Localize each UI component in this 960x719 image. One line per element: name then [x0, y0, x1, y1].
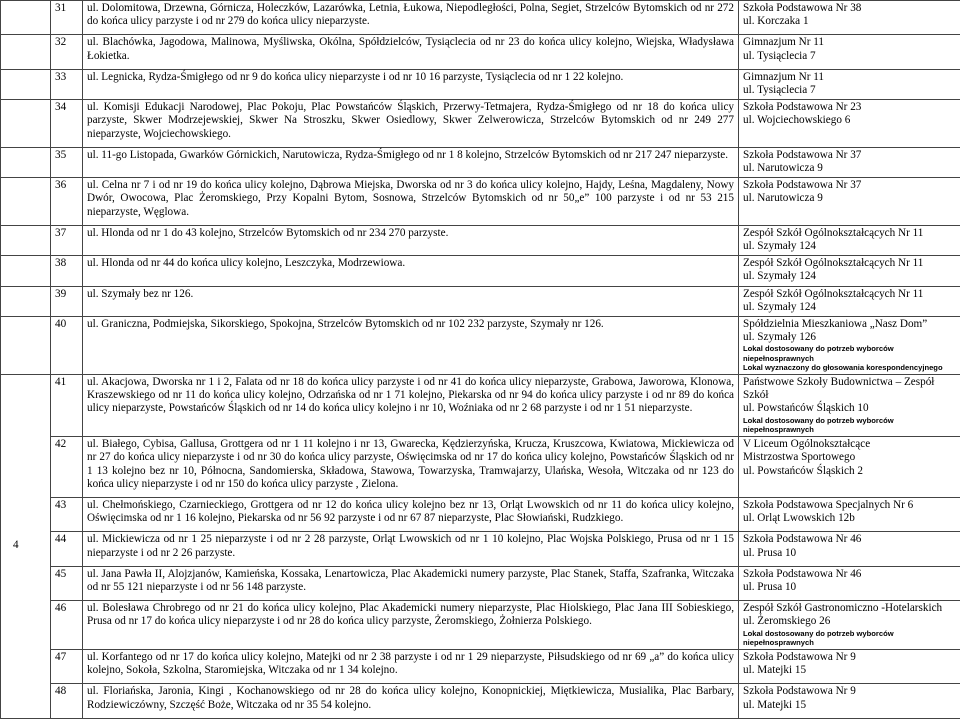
- table-row: [1, 532, 960, 566]
- station-number: 41: [51, 375, 83, 437]
- location-line: Mistrzostwa Sportowego: [743, 451, 956, 464]
- station-location: [739, 286, 960, 316]
- station-location: [739, 100, 960, 148]
- station-number: 34: [51, 100, 83, 148]
- station-location: [739, 649, 960, 683]
- station-streets: ul. Komisji Edukacji Narodowej, Plac Pokoju, Plac Powstańców Śląskich, Przerwy-Tetmajera, Rydza-Śmigłego od nr 18 do końca ulicy parzyste, Skwer Modrzejewskiej, Skwer Na Stroszku, Skwer Osiedlowy, Skwer Zelwerowicza, Strzelców Bytomskich od nr 249 277 nieparzyste, Wojciechowskiego.: [83, 100, 739, 148]
- station-streets: ul. Akacjowa, Dworska nr 1 i 2, Falata od nr 18 do końca ulicy parzyste i od nr 41 do końca ulicy nieparzyste, Grabowa, Jaworowa, Klonowa, Kraszewskiego od nr 11 do końca ulicy kolejno, Odrzańska od nr 1 71 kolejno, Piekarska od nr 94 do końca ulicy parzyste i od nr 89 do końca ulicy nieparzyste, Powstańców Śląskich od nr 14 do końca ulicy kolejno i nr 10, Woźniaka od nr 2 68 parzyste i od nr 1 51 nieparzyste.: [83, 375, 739, 437]
- table-row: [1, 684, 960, 718]
- station-location: [739, 35, 960, 69]
- location-line: Szkoła Podstawowa Nr 38: [743, 2, 956, 15]
- location-line: Szkoła Podstawowa Nr 9: [743, 651, 956, 664]
- location-line: ul. Narutowicza 9: [743, 192, 956, 205]
- station-location: [739, 225, 960, 255]
- station-number: 31: [51, 1, 83, 35]
- table-row: [1, 317, 960, 375]
- station-location: [739, 69, 960, 99]
- station-location: [739, 147, 960, 177]
- station-streets: ul. Legnicka, Rydza-Śmigłego od nr 9 do końca ulicy nieparzyste i od nr 10 16 parzyste, Tysiąclecia od nr 1 22 kolejno.: [83, 69, 739, 99]
- station-number: 46: [51, 601, 83, 650]
- location-line: Zespół Szkół Ogólnokształcących Nr 11: [743, 257, 956, 270]
- location-line: ul. Korczaka 1: [743, 15, 956, 28]
- location-line: Gimnazjum Nr 11: [743, 71, 956, 84]
- station-streets: ul. Dolomitowa, Drzewna, Górnicza, Holeczków, Lazarówka, Letnia, Łukowa, Niepodległości, Polna, Segiet, Strzelców Bytomskich od nr 272 do końca ulicy parzyste i od nr 279 do końca ulicy nieparzyste.: [83, 1, 739, 35]
- station-streets: ul. Hlonda od nr 44 do końca ulicy kolejno, Leszczyka, Modrzewiowa.: [83, 256, 739, 286]
- station-streets: ul. 11-go Listopada, Gwarków Górnickich, Narutowicza, Rydza-Śmigłego od nr 1 8 kolejno, Strzelców Bytomskich od nr 217 247 nieparzyste.: [83, 147, 739, 177]
- table-row: [1, 437, 960, 498]
- station-streets: ul. Białego, Cybisa, Gallusa, Grottgera od nr 1 11 kolejno i nr 13, Gwarecka, Kędzierzyńska, Krucza, Kruszcowa, Kwiatowa, Mickiewicza od nr 27 do końca ulicy nieparzyste i od nr 30 do końca ulicy parzyste, Oświęcimska od nr 17 do końca ulicy kolejno, Powstańców Śląskich od nr 1 13 kolejno bez nr 10, Północna, Sandomierska, Składowa, Stawowa, Towarzyska, Tramwajarzy, Ulańska, Wesoła, Witczaka od nr 123 do końca ulicy nieparzyste i od nr 150 do końca ulicy parzyste , Zielona.: [83, 437, 739, 498]
- station-location: [739, 256, 960, 286]
- location-line: ul. Powstańców Śląskich 10: [743, 402, 956, 415]
- table-row: [1, 566, 960, 600]
- location-line: Zespół Szkół Ogólnokształcących Nr 11: [743, 288, 956, 301]
- location-line: ul. Szymały 124: [743, 270, 956, 283]
- table-row: [1, 1, 960, 35]
- station-location: [739, 317, 960, 375]
- location-note: Lokal dostosowany do potrzeb wyborców niepełnosprawnych: [743, 344, 956, 362]
- district-number-cell: [1, 286, 51, 316]
- station-location: [739, 178, 960, 226]
- station-streets: ul. Hlonda od nr 1 do 43 kolejno, Strzelców Bytomskich od nr 234 270 parzyste.: [83, 225, 739, 255]
- station-location: [739, 497, 960, 531]
- district-number-cell: [1, 100, 51, 148]
- district-number-cell: [1, 147, 51, 177]
- location-note: Lokal dostosowany do potrzeb wyborców niepełnosprawnych: [743, 629, 956, 647]
- location-line: ul. Tysiąclecia 7: [743, 84, 956, 97]
- district-number-cell: [1, 69, 51, 99]
- location-line: Gimnazjum Nr 11: [743, 36, 956, 49]
- table-row: [1, 178, 960, 226]
- table-row: [1, 286, 960, 316]
- location-line: Szkoła Podstawowa Nr 9: [743, 685, 956, 698]
- station-location: [739, 684, 960, 718]
- station-number: 40: [51, 317, 83, 375]
- location-line: Zespół Szkół Gastronomiczno -Hotelarskich: [743, 602, 956, 615]
- station-streets: ul. Graniczna, Podmiejska, Sikorskiego, Spokojna, Strzelców Bytomskich od nr 102 232 parzyste, Szymały nr 126.: [83, 317, 739, 375]
- location-line: ul. Matejki 15: [743, 699, 956, 712]
- table-row: [1, 256, 960, 286]
- station-location: [739, 532, 960, 566]
- location-line: ul. Szymały 124: [743, 301, 956, 314]
- station-number: 42: [51, 437, 83, 498]
- location-line: ul. Narutowicza 9: [743, 162, 956, 175]
- location-line: ul. Wojciechowskiego 6: [743, 114, 956, 127]
- district-number-cell: [1, 35, 51, 69]
- location-line: Szkoła Podstawowa Nr 46: [743, 568, 956, 581]
- station-streets: ul. Korfantego od nr 17 do końca ulicy kolejno, Matejki od nr 2 38 parzyste i od nr 1 29 nieparzyste, Piłsudskiego od nr 69 „a” do końca ulicy kolejno, Sokoła, Szkolna, Staromiejska, Witczaka od nr 1 34 kolejno.: [83, 649, 739, 683]
- location-line: Szkoła Podstawowa Nr 37: [743, 149, 956, 162]
- station-location: [739, 375, 960, 437]
- location-line: ul. Orląt Lwowskich 12b: [743, 512, 956, 525]
- table-row: [1, 649, 960, 683]
- location-line: Szkoła Podstawowa Nr 46: [743, 533, 956, 546]
- district-number-cell: [1, 225, 51, 255]
- location-note: Lokal dostosowany do potrzeb wyborców niepełnosprawnych: [743, 416, 956, 434]
- station-streets: ul. Floriańska, Jaronia, Kingi , Kochanowskiego od nr 28 do końca ulicy kolejno, Konopnickiej, Miętkiewicza, Musialika, Plac Barbary, Rodziewiczówny, Szczęść Boże, Witczaka od nr 35 54 kolejno.: [83, 684, 739, 718]
- station-streets: ul. Mickiewicza od nr 1 25 nieparzyste i od nr 2 28 parzyste, Orląt Lwowskich od nr 1 10 kolejno, Plac Wojska Polskiego, Prusa od nr 1 15 nieparzyste i od nr 2 26 parzyste.: [83, 532, 739, 566]
- location-line: Szkoła Podstawowa Nr 37: [743, 179, 956, 192]
- station-streets: ul. Bolesława Chrobrego od nr 21 do końca ulicy kolejno, Plac Akademicki numery nieparzyste, Plac Hiolskiego, Plac Jana III Sobieskiego, Prusa od nr 17 do końca ulicy nieparzyste i od nr 28 do końca ulicy parzyste, Żeromskiego, Żołnierza Polskiego.: [83, 601, 739, 650]
- station-location: [739, 1, 960, 35]
- location-line: ul. Żeromskiego 26: [743, 615, 956, 628]
- location-line: V Liceum Ogólnokształcące: [743, 438, 956, 451]
- location-line: ul. Powstańców Śląskich 2: [743, 465, 956, 478]
- district-number-cell: [1, 317, 51, 375]
- district-number-cell: [1, 256, 51, 286]
- station-number: 36: [51, 178, 83, 226]
- station-number: 39: [51, 286, 83, 316]
- table-row: [1, 497, 960, 531]
- station-location: [739, 601, 960, 650]
- station-number: 43: [51, 497, 83, 531]
- station-number: 45: [51, 566, 83, 600]
- location-note: Lokal wyznaczony do głosowania korespondencyjnego: [743, 363, 956, 372]
- table-row: [1, 601, 960, 650]
- station-number: 32: [51, 35, 83, 69]
- station-number: 37: [51, 225, 83, 255]
- table-row: [1, 375, 960, 437]
- location-line: Zespół Szkół Ogólnokształcących Nr 11: [743, 227, 956, 240]
- station-streets: ul. Blachówka, Jagodowa, Malinowa, Myśliwska, Okólna, Spółdzielców, Tysiąclecia od nr 23 do końca ulicy kolejno, Wiejska, Władysława Łokietka.: [83, 35, 739, 69]
- station-number: 35: [51, 147, 83, 177]
- location-line: Państwowe Szkoły Budownictwa – Zespół Szkół: [743, 376, 956, 402]
- table-row: [1, 69, 960, 99]
- district-number: 4: [5, 539, 46, 552]
- station-streets: ul. Jana Pawła II, Alojzjanów, Kamieńska, Kossaka, Lenartowicza, Plac Akademicki numery parzyste, Plac Stanek, Staffa, Szafranka, Witczaka od nr 55 121 nieparzyste i od nr 56 148 parzyste.: [83, 566, 739, 600]
- district-number-cell: [1, 375, 51, 719]
- station-streets: ul. Chełmońskiego, Czarnieckiego, Grottgera od nr 12 do końca ulicy kolejno bez nr 13, Orląt Lwowskich od nr 11 do końca ulicy kolejno, Oświęcimska od nr 1 16 kolejno, Piekarska od nr 56 92 parzyste i od nr 67 87 nieparzyste, Plac Słowiański, Rudzkiego.: [83, 497, 739, 531]
- station-number: 48: [51, 684, 83, 718]
- location-line: ul. Szymały 126: [743, 331, 956, 344]
- station-number: 44: [51, 532, 83, 566]
- station-number: 47: [51, 649, 83, 683]
- location-line: ul. Szymały 124: [743, 240, 956, 253]
- table-row: [1, 147, 960, 177]
- district-number-cell: [1, 1, 51, 35]
- table-row: [1, 225, 960, 255]
- table-row: [1, 100, 960, 148]
- station-number: 33: [51, 69, 83, 99]
- station-streets: ul. Szymały bez nr 126.: [83, 286, 739, 316]
- location-line: Szkoła Podstawowa Nr 23: [743, 101, 956, 114]
- table-row: [1, 35, 960, 69]
- location-line: ul. Prusa 10: [743, 581, 956, 594]
- station-number: 38: [51, 256, 83, 286]
- station-streets: ul. Celna nr 7 i od nr 19 do końca ulicy kolejno, Dąbrowa Miejska, Dworska od nr 3 do końca ulicy kolejno, Hajdy, Leśna, Magdaleny, Nowy Dwór, Owocowa, Plac Żeromskiego, Przy Kopalni Bytom, Sosnowa, Strzelców Bytomskich od nr 50„e” 100 parzyste i od nr 53 215 nieparzyste, Węglowa.: [83, 178, 739, 226]
- location-line: ul. Matejki 15: [743, 664, 956, 677]
- location-line: ul. Tysiąclecia 7: [743, 50, 956, 63]
- location-line: ul. Prusa 10: [743, 547, 956, 560]
- location-line: Spółdzielnia Mieszkaniowa „Nasz Dom”: [743, 318, 956, 331]
- district-number-cell: [1, 178, 51, 226]
- location-line: Szkoła Podstawowa Specjalnych Nr 6: [743, 499, 956, 512]
- station-location: [739, 566, 960, 600]
- station-location: [739, 437, 960, 498]
